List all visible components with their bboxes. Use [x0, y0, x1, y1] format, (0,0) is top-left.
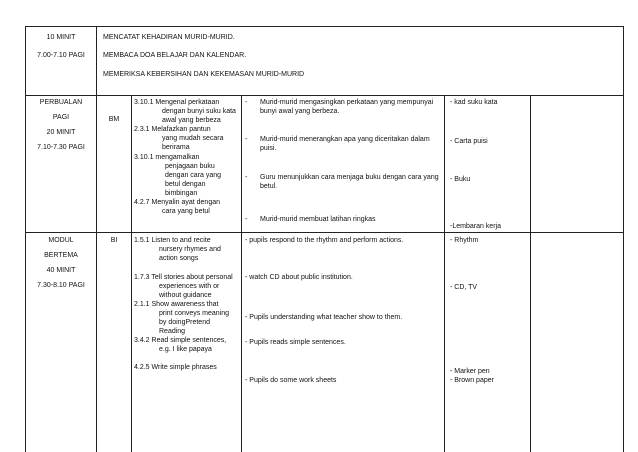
row2-standard: dengan bunyi suku kata [162, 108, 236, 115]
row3-time-range: 7.30-8.10 PAGI [37, 282, 85, 289]
row3-resource: - Rhythm [450, 237, 479, 244]
row2-activity-bullet: - [245, 99, 248, 106]
row-divider [25, 95, 623, 96]
row2-duration: 20 MINIT [46, 129, 76, 136]
row2-resource: - kad suku kata [450, 99, 498, 106]
row1-line: MEMERIKSA KEBERSIHAN DAN KEKEMASAN MURID-MURID [103, 71, 305, 78]
row3-activity: - Pupils understanding what teacher show to them. [245, 314, 403, 321]
row2-standard: 3.10.1 Mengenal perkataan [134, 99, 220, 106]
row-divider [25, 232, 623, 233]
row3-standard: without guidance [159, 292, 212, 299]
row2-standard: bimbingan [165, 190, 198, 197]
row3-standard: Reading [159, 328, 186, 335]
row2-standard: 4.2.7 Menyalin ayat dengan [134, 199, 221, 206]
row2-activity-bullet: - [245, 136, 248, 143]
row3-standard: print conveys meaning [159, 310, 230, 317]
row2-title-2: PAGI [52, 114, 70, 121]
row2-activity: Murid-murid membuat latihan ringkas [260, 216, 376, 223]
row3-resource: - Marker pen [450, 368, 490, 375]
column-divider [530, 95, 531, 452]
column-divider [241, 95, 242, 452]
row3-standard: 4.2.5 Write simple phrases [134, 364, 217, 371]
row2-standard: 3.10.1 mengamalkan [134, 154, 200, 161]
row3-title: MODUL [48, 237, 74, 244]
row2-activity: bunyi awal yang berbeza. [260, 108, 340, 115]
row3-standard: action songs [159, 255, 199, 262]
row1-time-label: 10 MINIT [46, 34, 76, 41]
row2-time-range: 7.10-7.30 PAGI [37, 144, 85, 151]
row2-resource: -Lembaran kerja [450, 223, 501, 230]
row3-subject: BI [110, 237, 118, 244]
column-divider [444, 95, 445, 452]
row2-activity: Murid-murid mengasingkan perkataan yang mempunyai [260, 99, 434, 106]
row2-standard: penjagaan buku [165, 163, 215, 170]
row3-standard: 1.5.1 Listen to and recite [134, 237, 211, 244]
row3-resource: - Brown paper [450, 377, 494, 384]
row3-standard: 1.7.3 Tell stories about personal [134, 274, 233, 281]
row2-activity: Murid-murid menerangkan apa yang diceritakan dalam [260, 136, 430, 143]
row2-standard: cara yang betul [162, 208, 210, 215]
row3-activity: - Pupils do some work sheets [245, 377, 337, 384]
row1-line: MENCATAT KEHADIRAN MURID-MURID. [103, 34, 235, 41]
row2-title: PERBUALAN [39, 99, 83, 106]
row3-activity: - watch CD about public institution. [245, 274, 353, 281]
row3-standard: 3.4.2 Read simple sentences, [134, 337, 227, 344]
row2-resource: - Carta puisi [450, 138, 488, 145]
row2-standard: yang mudah secara [162, 135, 224, 142]
row1-time-range: 7.00-7.10 PAGI [37, 52, 85, 59]
row3-standard: experiences with or [159, 283, 220, 290]
row1-line: MEMBACA DOA BELAJAR DAN KALENDAR. [103, 52, 247, 59]
row2-resource: - Buku [450, 176, 471, 183]
row2-activity-bullet: - [245, 216, 248, 223]
row2-standard: berirama [162, 144, 190, 151]
row2-activity-bullet: - [245, 174, 248, 181]
row3-standard: nursery rhymes and [159, 246, 221, 253]
row2-standard: dengan cara yang [165, 172, 222, 179]
row2-activity: Guru menunjukkan cara menjaga buku dengan cara yang [260, 174, 439, 181]
row2-subject: BM [108, 116, 120, 123]
column-divider [131, 95, 132, 452]
row2-standard: betul dengan [165, 181, 206, 188]
row3-activity: - pupils respond to the rhythm and perform actions. [245, 237, 404, 244]
row2-standard: 2.3.1 Melafazkan pantun [134, 126, 211, 133]
row2-activity: puisi. [260, 145, 277, 152]
row3-standard: 2.1.1 Show awareness that [134, 301, 219, 308]
row3-standard: e.g. I like papaya [159, 346, 212, 353]
row2-activity: betul. [260, 183, 278, 190]
table-top-border [25, 26, 623, 27]
row3-title-2: BERTEMA [44, 252, 78, 259]
row2-standard: awal yang berbeza [162, 117, 221, 124]
row3-resource: - CD, TV [450, 284, 478, 291]
row3-activity: - Pupils reads simple sentences. [245, 339, 346, 346]
row3-duration: 40 MINIT [46, 267, 76, 274]
row3-standard: by doingPretend [159, 319, 210, 326]
